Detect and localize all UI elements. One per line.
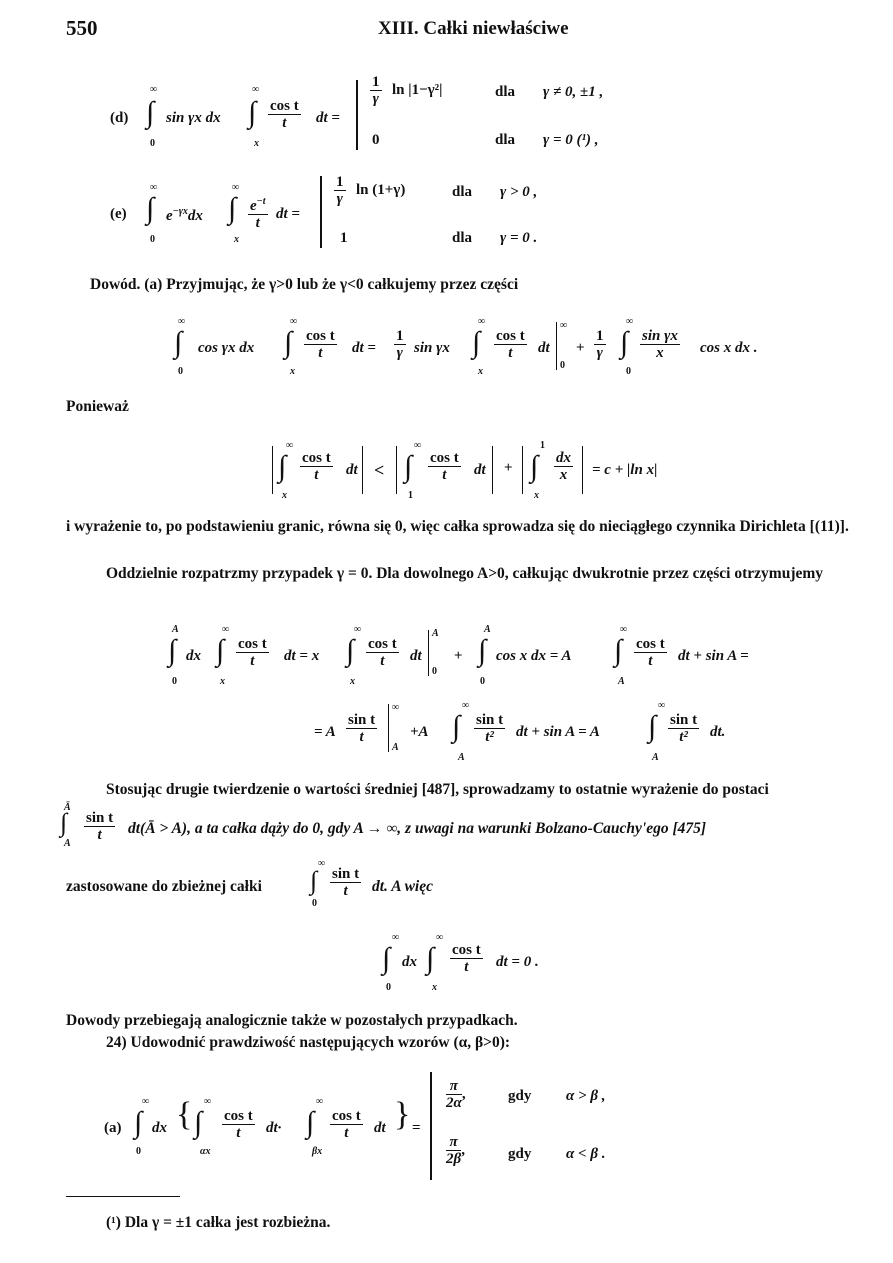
paragraph-2: Oddzielnie rozpatrzmy przypadek γ = 0. Dla dowolnego A>0, całkując dwukrotnie przez części otrzymujemy <box>106 565 824 582</box>
limit-lower: x <box>220 676 225 687</box>
limit-upper: A <box>172 624 179 635</box>
fraction <box>370 74 382 107</box>
less-than: < <box>374 460 385 480</box>
formula-label: (e) <box>110 206 127 222</box>
limit-upper: ∞ <box>318 858 326 869</box>
case-condition: α < β . <box>566 1146 606 1162</box>
numerator: 1 <box>372 74 380 90</box>
limit-lower: 0 <box>626 366 631 377</box>
numerator: cos t <box>302 450 331 466</box>
limit-lower: 0 <box>136 1146 141 1157</box>
integral-sign: ∫ <box>404 450 413 483</box>
limit-lower: 0 <box>312 898 317 909</box>
limit-upper: ∞ <box>354 624 362 635</box>
limit-upper: A <box>432 628 439 639</box>
exponent: −t <box>256 196 266 207</box>
limit-lower: βx <box>312 1146 323 1157</box>
denominator: t <box>282 115 287 131</box>
limit-upper: ∞ <box>252 84 260 95</box>
abs-bar <box>492 446 493 494</box>
limit-lower: x <box>254 138 259 149</box>
numerator: 1 <box>396 328 404 344</box>
evaluation-bar <box>388 704 389 752</box>
denominator: t <box>464 959 469 975</box>
expression: dt = x <box>284 648 320 664</box>
expression: dt = 0 . <box>496 954 539 970</box>
case-condition: γ ≠ 0, ±1 , <box>543 84 604 100</box>
equation-5 <box>0 928 893 998</box>
case-word: dla <box>452 230 473 246</box>
plus: + <box>576 340 585 356</box>
limit-lower: x <box>350 676 355 687</box>
abs-bar <box>522 446 523 494</box>
limit-lower: x <box>282 490 287 501</box>
expression: cos x dx = A <box>496 648 572 664</box>
denominator: t <box>236 1125 241 1141</box>
limit-upper: ∞ <box>290 316 298 327</box>
paragraph-1: i wyrażenie to, po podstawieniu granic, równa się 0, więc całka sprowadza się do nieciągłego czynnika Dirichleta [(11)]. <box>66 518 849 535</box>
differential: dt <box>474 462 486 478</box>
numerator: cos t <box>332 1108 361 1124</box>
denominator: γ <box>372 91 379 107</box>
limit-lower: 0 <box>150 234 155 245</box>
numerator: sin t <box>332 866 360 882</box>
limit-upper: ∞ <box>436 932 444 943</box>
denominator: t <box>380 653 385 669</box>
limit-lower: x <box>478 366 483 377</box>
case-condition: γ = 0 (¹) , <box>543 132 599 148</box>
page-number: 550 <box>66 16 98 40</box>
expression: = A <box>314 724 336 740</box>
limit-lower: x <box>432 982 437 993</box>
footnote-rule <box>66 1196 180 1197</box>
limit-lower: A <box>618 676 625 687</box>
numerator: cos t <box>224 1108 253 1124</box>
denominator: t <box>255 215 260 231</box>
limit-upper: Ā <box>64 802 71 813</box>
fraction <box>334 174 346 207</box>
limit-lower: A <box>392 742 399 753</box>
limit-lower: x <box>234 234 239 245</box>
limit-lower: x <box>290 366 295 377</box>
denominator: t <box>442 467 447 483</box>
integral-sign: ∫ <box>648 710 657 743</box>
case-value: 0 <box>372 132 380 148</box>
abs-bar <box>396 446 397 494</box>
integral-sign: ∫ <box>168 634 177 667</box>
limit-upper: ∞ <box>222 624 230 635</box>
integral-sign: ∫ <box>228 192 237 225</box>
integral-sign: ∫ <box>306 1106 315 1139</box>
limit-upper: ∞ <box>142 1096 150 1107</box>
expression: dt + sin A = A <box>516 724 600 740</box>
case-word: gdy <box>508 1146 532 1162</box>
numerator: cos t <box>306 328 335 344</box>
abs-bar <box>362 446 363 494</box>
limit-upper: ∞ <box>658 700 666 711</box>
limit-lower: 0 <box>560 360 565 371</box>
numerator: π <box>446 1078 462 1095</box>
plus: + <box>454 648 463 664</box>
evaluation-bar <box>428 630 429 676</box>
limit-upper: ∞ <box>626 316 634 327</box>
equals: dt = <box>276 206 300 222</box>
poniewaz: Ponieważ <box>66 398 129 415</box>
chapter-title: XIII. Całki niewłaściwe <box>378 18 569 39</box>
evaluation-bar <box>556 322 557 370</box>
limit-upper: ∞ <box>414 440 422 451</box>
equation-3 <box>0 620 893 692</box>
case-expression: ln (1+γ) <box>356 182 406 198</box>
denominator: t <box>648 653 653 669</box>
equation-1 <box>0 310 893 385</box>
limit-lower: αx <box>200 1146 211 1157</box>
numerator: e <box>250 198 257 214</box>
case-condition: α > β , <box>566 1088 606 1104</box>
integral-sign: ∫ <box>478 634 487 667</box>
brace <box>430 1072 432 1180</box>
limit-upper: ∞ <box>150 182 158 193</box>
numerator: cos t <box>636 636 665 652</box>
denominator: t <box>343 883 348 899</box>
case-expression: ln |1−γ²| <box>392 82 443 98</box>
footnote: (¹) Dla γ = ±1 całka jest rozbieżna. <box>106 1214 331 1231</box>
right-brace: } <box>394 1096 411 1133</box>
integral-sign: ∫ <box>426 942 435 975</box>
limit-lower: A <box>64 838 71 849</box>
proof-intro: Dowód. (a) Przyjmując, że γ>0 lub że γ<0 całkujemy przez części <box>90 276 519 293</box>
equation-2 <box>0 436 893 506</box>
differential: dx <box>402 954 417 970</box>
paragraph-text: dt(Ā > A), a ta całka dąży do 0, gdy A → ∞, z uwagi na warunki Bolzano-Cauchy'ego [475] <box>128 820 707 837</box>
limit-lower: A <box>652 752 659 763</box>
numerator: sin t <box>348 712 376 728</box>
differential: dt <box>538 340 550 356</box>
integral-sign: ∫ <box>346 634 355 667</box>
denominator: 2α <box>446 1095 462 1111</box>
expression: cos x dx . <box>700 340 758 356</box>
denominator: t <box>97 827 102 843</box>
abs-bar <box>582 446 583 494</box>
integral-sign: ∫ <box>382 942 391 975</box>
denominator: t <box>508 345 513 361</box>
denominator: x <box>656 345 664 361</box>
integral-sign: ∫ <box>310 866 318 895</box>
case-word: dla <box>452 184 473 200</box>
integrand: cos γx dx <box>198 340 255 356</box>
integral-sign: ∫ <box>530 450 539 483</box>
equals: dt = <box>352 340 376 356</box>
expression: = c + |ln x| <box>592 462 658 478</box>
expression: sin γx <box>414 340 450 356</box>
plus: + <box>504 460 513 476</box>
expression: dt + sin A = <box>678 648 749 664</box>
integral-sign: ∫ <box>134 1106 143 1139</box>
numerator: cos t <box>368 636 397 652</box>
denominator: γ <box>336 191 343 207</box>
limit-upper: 1 <box>540 440 545 451</box>
integral-sign: ∫ <box>278 450 287 483</box>
limit-upper: ∞ <box>392 702 400 713</box>
denominator: x <box>559 467 568 483</box>
denominator: t <box>250 653 255 669</box>
numerator: cos t <box>238 636 267 652</box>
equals: = <box>412 1120 421 1136</box>
numerator: sin t <box>476 712 504 728</box>
numerator: 1 <box>336 174 344 190</box>
numerator: sin t <box>670 712 698 728</box>
limit-upper: ∞ <box>462 700 470 711</box>
equals: dt = <box>316 110 340 126</box>
limit-lower: 0 <box>150 138 155 149</box>
formula-label: (a) <box>104 1120 122 1136</box>
limit-upper: ∞ <box>620 624 628 635</box>
expression: +A <box>410 724 429 740</box>
differential: dx <box>187 208 203 224</box>
numerator: cos t <box>430 450 459 466</box>
brace <box>356 80 358 150</box>
denominator: γ <box>396 345 403 361</box>
limit-upper: ∞ <box>316 1096 324 1107</box>
numerator: cos t <box>496 328 525 344</box>
exponent: −γx <box>172 206 188 217</box>
differential: dt <box>410 648 422 664</box>
paragraph-text: dt. A więc <box>372 878 433 895</box>
paragraph-5 <box>0 858 893 908</box>
integral-sign: ∫ <box>216 634 225 667</box>
case-word: dla <box>495 132 516 148</box>
case-word: dla <box>495 84 516 100</box>
formula-e <box>0 170 893 255</box>
integrand: e <box>166 208 173 224</box>
limit-upper: ∞ <box>178 316 186 327</box>
limit-upper: ∞ <box>232 182 240 193</box>
limit-lower: 1 <box>408 490 413 501</box>
integral-sign: ∫ <box>472 326 481 359</box>
exercise-title: 24) Udowodnić prawdziwość następujących wzorów (α, β>0): <box>106 1034 511 1051</box>
numerator: sin γx <box>642 328 678 344</box>
integral-sign: ∫ <box>284 326 293 359</box>
equation-4 <box>0 696 893 768</box>
limit-upper: ∞ <box>286 440 294 451</box>
denominator: t² <box>679 729 688 745</box>
denominator: 2β <box>446 1151 462 1167</box>
left-brace: { <box>176 1096 193 1133</box>
numerator: cos t <box>270 98 299 114</box>
differential: dx <box>186 648 201 664</box>
denominator: t <box>314 467 319 483</box>
limit-lower: 0 <box>432 666 437 677</box>
differential: dt <box>374 1120 386 1136</box>
integral-sign: ∫ <box>620 326 629 359</box>
limit-lower: x <box>534 490 539 501</box>
differential: dt· <box>266 1120 282 1136</box>
denominator: t <box>359 729 364 745</box>
brace <box>320 176 322 248</box>
case-condition: γ = 0 . <box>500 230 538 246</box>
denominator: t² <box>485 729 494 745</box>
limit-lower: 0 <box>386 982 391 993</box>
denominator: t <box>344 1125 349 1141</box>
fraction <box>268 98 301 131</box>
numerator: sin t <box>86 810 114 826</box>
numerator: cos t <box>452 942 481 958</box>
paragraph-3: Stosując drugie twierdzenie o wartości średniej [487], sprowadzamy to ostatnie wyrażenie do postaci <box>106 781 769 798</box>
integral-sign: ∫ <box>60 808 68 837</box>
exercise-formula: (a) ∞ ∫ 0 dx { ∞ ∫ αx $\frac{\text{cos t}}{t}$ dt· ∞ ∫ βx $\frac{\text{cos t}}{t}$ dt } = $\frac{\pi}{2\alpha}$ , gdy α > β , $\frac{\pi}{2\beta}$ , gdy α < β . <box>0 1068 893 1183</box>
denominator: t <box>318 345 323 361</box>
limit-upper: ∞ <box>150 84 158 95</box>
paragraph-text: zastosowane do zbieżnej całki <box>66 878 262 895</box>
integral-sign: ∫ <box>174 326 183 359</box>
integrand: sin γx dx <box>166 110 221 126</box>
limit-lower: 0 <box>178 366 183 377</box>
formula-d <box>0 70 893 160</box>
integral-sign: ∫ <box>146 192 155 225</box>
limit-upper: ∞ <box>560 320 568 331</box>
case-condition: γ > 0 , <box>500 184 538 200</box>
limit-upper: ∞ <box>478 316 486 327</box>
integral-sign: ∫ <box>248 96 257 129</box>
differential: dx <box>152 1120 167 1136</box>
integral-sign: ∫ <box>194 1106 203 1139</box>
limit-upper: ∞ <box>392 932 400 943</box>
expression: dt. <box>710 724 726 740</box>
paragraph-6: Dowody przebiegają analogicznie także w pozostałych przypadkach. <box>66 1012 518 1029</box>
case-value: 1 <box>340 230 348 246</box>
abs-bar <box>272 446 273 494</box>
differential: dt <box>346 462 358 478</box>
numerator: π <box>446 1134 461 1151</box>
denominator: γ <box>596 345 603 361</box>
case-word: gdy <box>508 1088 532 1104</box>
numerator: dx <box>556 450 571 466</box>
numerator: 1 <box>596 328 604 344</box>
limit-upper: A <box>484 624 491 635</box>
limit-upper: ∞ <box>204 1096 212 1107</box>
limit-lower: A <box>458 752 465 763</box>
fraction <box>248 194 268 231</box>
integral-sign: ∫ <box>452 710 461 743</box>
formula-label: (d) <box>110 110 129 126</box>
limit-lower: 0 <box>480 676 485 687</box>
paragraph-4 <box>0 800 893 850</box>
integral-sign: ∫ <box>146 96 155 129</box>
integral-sign: ∫ <box>614 634 623 667</box>
limit-lower: 0 <box>172 676 177 687</box>
